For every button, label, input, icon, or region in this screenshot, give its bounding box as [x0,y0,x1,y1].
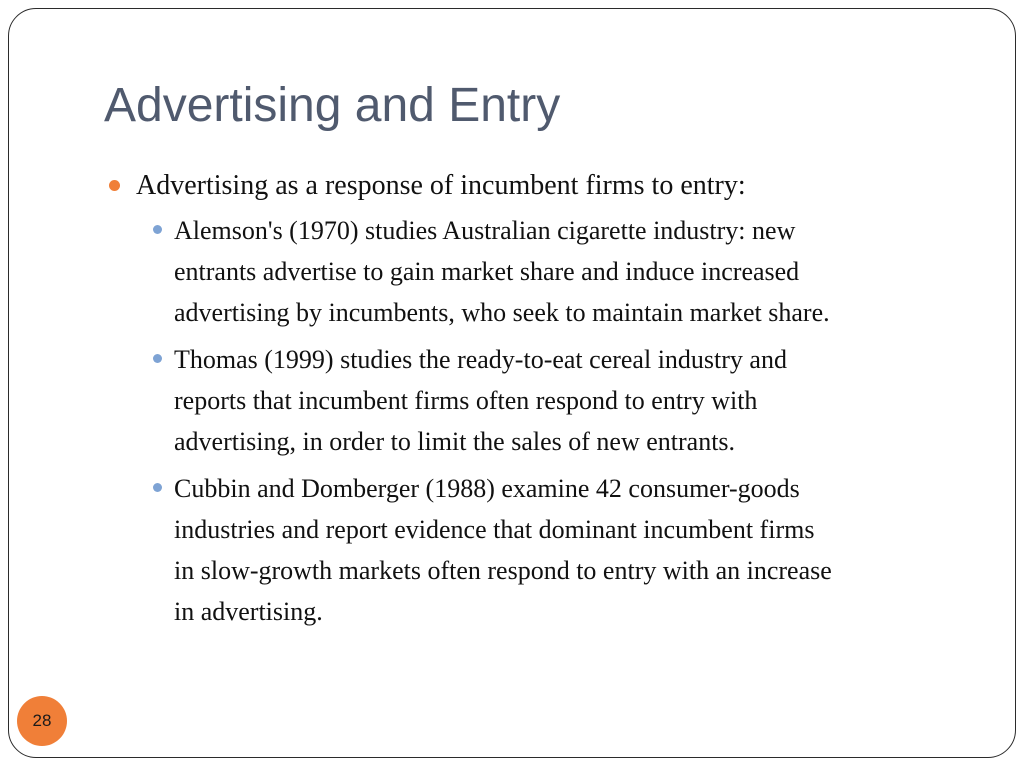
sub-bullet-line: in slow-growth markets often respond to entry with an increase [174,556,832,585]
blue-bullet-icon [153,225,162,234]
blue-bullet-icon [153,483,162,492]
sub-bullet-line: advertising by incumbents, who seek to maintain market share. [174,298,830,327]
sub-bullet-line: advertising, in order to limit the sales of new entrants. [174,427,736,456]
page-number-badge: 28 [17,696,67,746]
bullet-text: Advertising as a response of incumbent firms to entry: [136,170,746,201]
slide-body [108,168,968,632]
sub-bullet-line: Thomas (1999) studies the ready-to-eat cereal industry and [174,345,787,374]
blue-bullet-icon [153,354,162,363]
bullet-item [108,168,968,204]
sub-bullet-line: industries and report evidence that dominant incumbent firms [174,515,815,544]
sub-bullet-line: reports that incumbent firms often respond to entry with [174,386,758,415]
sub-bullet-cubbin [146,468,968,632]
sub-bullet-line: entrants advertise to gain market share and induce increased [174,257,800,286]
sub-bullet-line: in advertising. [174,597,323,626]
sub-bullet-line: Cubbin and Domberger (1988) examine 42 consumer-goods [174,474,800,503]
sub-bullet-alemson [146,210,968,333]
orange-bullet-icon [109,180,120,191]
sub-bullet-line: Alemson's (1970) studies Australian cigarette industry: new [174,216,796,245]
slide-title: Advertising and Entry [104,79,561,132]
sub-bullet-thomas [146,339,968,462]
